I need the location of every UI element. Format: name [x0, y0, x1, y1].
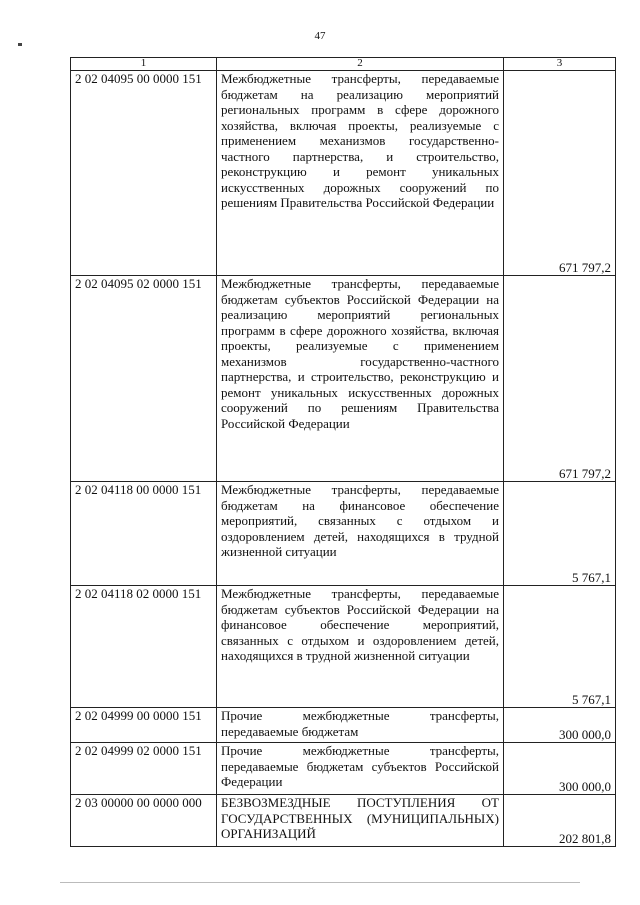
table-row	[71, 743, 616, 795]
table-row	[71, 482, 616, 586]
scan-mark	[18, 43, 22, 46]
item-amount: 5 767,1	[504, 586, 616, 708]
column-header-1: 1	[71, 58, 217, 71]
table-row	[71, 586, 616, 708]
page-number: 47	[314, 30, 326, 42]
scan-mark	[60, 882, 580, 883]
item-amount: 671 797,2	[504, 276, 616, 482]
table-row	[71, 795, 616, 847]
item-name: Межбюджетные трансферты, передаваемые бюджетам на реализацию мероприятий региональных программ в сфере дорожного хозяйства, включая проекты, реализуемые с применением механизмов государственно-частного партнерства, и строительство, реконструкцию и ремонт уникальных искусственных дорожных сооружений по решениям Правительства Российской Федерации	[217, 71, 504, 276]
budget-code: 2 03 00000 00 0000 000	[71, 795, 217, 847]
table-row	[71, 708, 616, 743]
budget-code: 2 02 04118 00 0000 151	[71, 482, 217, 586]
item-amount: 671 797,2	[504, 71, 616, 276]
item-name: Межбюджетные трансферты, передаваемые бюджетам на финансовое обеспечение мероприятий, связанных с отдыхом и оздоровлением детей, находящихся в трудной жизненной ситуации	[217, 482, 504, 586]
column-header-2: 2	[217, 58, 504, 71]
table-row	[71, 276, 616, 482]
budget-code: 2 02 04999 00 0000 151	[71, 708, 217, 743]
budget-code: 2 02 04118 02 0000 151	[71, 586, 217, 708]
item-name: Межбюджетные трансферты, передаваемые бюджетам субъектов Российской Федерации на реализацию мероприятий региональных программ в сфере дорожного хозяйства, включая проекты, реализуемые с применением механизмов государственно-частного партнерства, и строительство, реконструкцию и ремонт уникальных искусственных дорожных сооружений по решениям Правительства Российской Федерации	[217, 276, 504, 482]
budget-code: 2 02 04095 00 0000 151	[71, 71, 217, 276]
item-amount: 202 801,8	[504, 795, 616, 847]
item-amount: 300 000,0	[504, 708, 616, 743]
item-name: БЕЗВОЗМЕЗДНЫЕ ПОСТУПЛЕНИЯ ОТ ГОСУДАРСТВЕННЫХ (МУНИЦИПАЛЬНЫХ) ОРГАНИЗАЦИЙ	[217, 795, 504, 847]
table-header-row	[71, 58, 616, 71]
item-name: Межбюджетные трансферты, передаваемые бюджетам субъектов Российской Федерации на финансовое обеспечение мероприятий, связанных с отдыхом и оздоровлением детей, находящихся в трудной жизненной ситуации	[217, 586, 504, 708]
table-row	[71, 71, 616, 276]
item-name: Прочие межбюджетные трансферты, передаваемые бюджетам	[217, 708, 504, 743]
revenue-table	[70, 57, 616, 847]
budget-code: 2 02 04095 02 0000 151	[71, 276, 217, 482]
budget-code: 2 02 04999 02 0000 151	[71, 743, 217, 795]
column-header-3: 3	[504, 58, 616, 71]
item-amount: 5 767,1	[504, 482, 616, 586]
item-amount: 300 000,0	[504, 743, 616, 795]
item-name: Прочие межбюджетные трансферты, передаваемые бюджетам субъектов Российской Федерации	[217, 743, 504, 795]
